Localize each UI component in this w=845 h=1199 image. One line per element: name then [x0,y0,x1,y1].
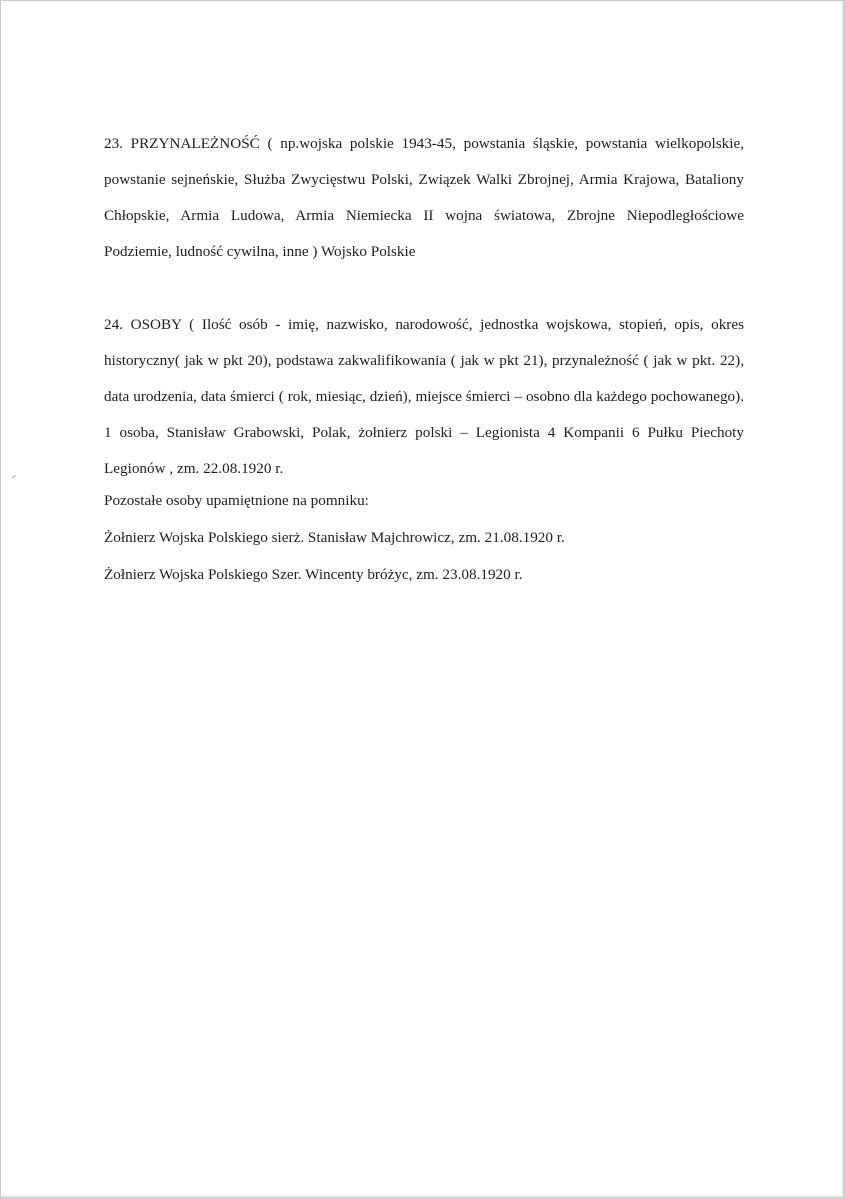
commemorated-person-2: Żołnierz Wojska Polskiego Szer. Wincenty bróżyc, zm. 23.08.1920 r. [104,566,523,583]
remaining-persons-heading: Pozostałe osoby upamiętnione na pomniku: [104,492,369,509]
commemorated-person-1: Żołnierz Wojska Polskiego sierż. Stanisław Majchrowicz, zm. 21.08.1920 r. [104,529,565,546]
section-23-affiliation [104,126,744,270]
scan-mark [12,475,16,478]
section-24-persons [104,307,744,487]
section-23-text: 23. PRZYNALEŻNOŚĆ ( np.wojska polskie 1943-45, powstania śląskie, powstania wielkopolskie, powstanie sejneńskie, Służba Zwycięstwu Polski, Związek Walki Zbrojnej, Armia Krajowa, Bataliony Chłopskie, Armia Ludowa, Armia Niemiecka II wojna światowa, Zbrojne Niepodległościowe Podziemie, ludność cywilna, inne ) Wojsko Polskie [104,135,744,260]
section-24-text: 24. OSOBY ( Ilość osób - imię, nazwisko, narodowość, jednostka wojskowa, stopień, opis, okres historyczny( jak w pkt 20), podstawa zakwalifikowania ( jak w pkt 21), przynależność ( jak w pkt. 22), data urodzenia, data śmierci ( rok, miesiąc, dzień), miejsce śmierci – osobno dla każdego pochowanego). 1 osoba, Stanisław Grabowski, Polak, żołnierz polski – Legionista 4 Kompanii 6 Pułku Piechoty Legionów , zm. 22.08.1920 r. [104,316,744,477]
